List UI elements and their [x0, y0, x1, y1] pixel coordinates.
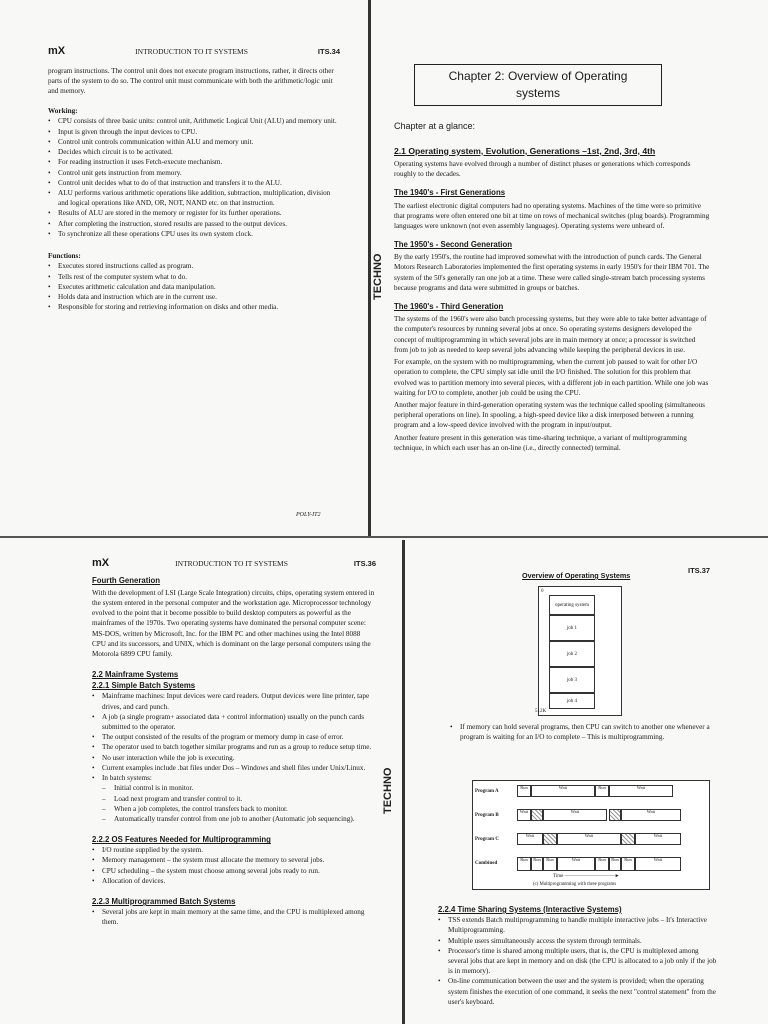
page-its34 [48, 44, 340, 312]
page-header [92, 556, 376, 572]
techno-watermark-bottom: TECHNO [382, 767, 394, 814]
wait-box: Wait [635, 833, 681, 845]
sub-list-item: – Automatically transfer control from one job to another (Automatic job sequencing). [92, 814, 376, 824]
list-item: • I/O routine supplied by the system. [92, 845, 376, 855]
sub-list-item: – When a job completes, the control transfers back to monitor. [92, 804, 376, 814]
gen3-para-3: Another major feature in third-generation operating system was the technique called spooling (simultaneous peripheral operations on line). In spooling, a high-speed device like a disk interposed between a running program and a low-speed device involved with the program in input/output. [394, 400, 705, 430]
list-item: • Responsible for storing and retrieving information on disks and other media. [48, 302, 340, 312]
gen4-heading: Fourth Generation [92, 575, 161, 585]
list-item: • Executes stored instructions called as program. [48, 261, 340, 271]
run-box: Run [609, 857, 621, 871]
timeline-row-label: Program A [475, 789, 499, 794]
gen4-text: With the development of LSI (Large Scale Integration) circuits, chips, operating system entered in the system entered in the personal computer and the workstation age. Microprocessor technology evolved to the point that it become possible to build desktop computers as powerful as the mainframes of the 1970s. Two operating systems have dominated the personal computer scene: MS-DOS, written by Microsoft, Inc. for the IBM PC and other machines using the Intel 8088 CPU and its successors, and UNIX, which is dominant on the large personal computers using the Motorola 6899 CPU family. [92, 588, 375, 658]
run-box [543, 833, 557, 845]
features-list [92, 845, 376, 886]
sub-list-item: – Load next program and transfer control to it. [92, 794, 376, 804]
overview-heading: Overview of Operating Systems [522, 571, 631, 580]
timeline-caption: (c) Multiprogramming with three programs [533, 882, 617, 887]
list-item: • Multiple users simultaneously access the system through terminals. [438, 936, 718, 946]
list-item: • Allocation of devices. [92, 876, 376, 886]
list-item: • TSS extends Batch multiprogramming to handle multiple interactive jobs – It's Interactive Multiprogramming. [438, 915, 718, 935]
gen3-para-4: Another feature present in this generation was time-sharing technique, a variant of multiprogramming technique, in which each user has an on-line (i.e., directly connected) terminal. [394, 433, 687, 452]
wait-box: Wait [517, 809, 531, 821]
header-title: INTRODUCTION TO IT SYSTEMS [175, 559, 288, 568]
section-2-2-2-heading: 2.2.2 OS Features Needed for Multiprogramming [92, 835, 271, 845]
timeline-row-label: Combined [475, 861, 498, 866]
run-box: Run [517, 785, 531, 797]
page-its36 [92, 556, 376, 928]
page-code: ITS.36 [353, 559, 376, 568]
gen3-heading: The 1960's - Third Generation [394, 302, 504, 312]
run-box: Run [531, 857, 543, 871]
list-item: • Current examples include .bat files under Dos – Windows and shell files under Unix/Linux. [92, 763, 376, 773]
memory-cell: job 4 [549, 693, 595, 709]
multi-list [92, 907, 376, 927]
sub-list-item: – Initial control is in monitor. [92, 783, 376, 793]
gen3-para-1: The systems of the 1960's were also batch processing systems, but they were able to take better advantage of the computer's resources by running several jobs at once. So operating systems designers developed the concept of multiprogramming in which several jobs are in main memory at once; a processor is switched from job to job as needed to keep several jobs advancing while keeping the peripheral devices in use. [394, 315, 707, 354]
intro-paragraph: program instructions. The control unit does not execute program instructions, rather, it directs other parts of the system to do so. The control unit must communicate with both the arithmetic/logic unit and memory. [48, 66, 334, 96]
list-item: • Mainframe machines: Input devices were card readers. Output devices were line printer, tape drives, and card punch. [92, 691, 376, 711]
gen3-para-2: For example, on the system with no multiprogramming, when the current job paused to wait for other I/O operation to complete, the CPU simply sat idle until the I/O finished. The solution for this problem that evolved was to partition memory into several pieces, with a different job in each partition. While one job was waiting for I/O to complete, another job could be using the CPU. [394, 358, 709, 397]
list-item: • CPU consists of three basic units: control unit, Arithmetic Logical Unit (ALU) and memory unit. [48, 116, 340, 126]
page-its37-lower [438, 904, 718, 1007]
list-item: • Results of ALU are stored in the memory or register for its further operations. [48, 208, 340, 218]
working-list [48, 116, 340, 239]
memory-top-label: 0 [541, 589, 544, 594]
working-heading: Working: [48, 107, 78, 116]
memory-cell: job 1 [549, 615, 595, 641]
time-label: Time [553, 874, 564, 879]
list-item: • After completing the instruction, stored results are passed to the output devices. [48, 219, 340, 229]
section-2-1-heading: 2.1 Operating system, Evolution, Generations –1st, 2nd, 3rd, 4th [394, 145, 656, 156]
run-box [531, 809, 543, 821]
list-item: • On-line communication between the user and the system is provided; when the operating system finishes the execution of one command, it seeks the next "control statement" from the user's keyboard. [438, 976, 718, 1007]
list-item: • Executes arithmetic calculation and data manipulation. [48, 282, 340, 292]
wait-box: Wait [621, 809, 681, 821]
functions-list [48, 261, 340, 312]
list-item: • Control unit controls communication within ALU and memory unit. [48, 137, 340, 147]
memory-cell: job 2 [549, 641, 595, 667]
run-box: Run [621, 857, 635, 871]
wait-box: Wait [531, 785, 595, 797]
batch-list [92, 691, 376, 824]
memory-layout-diagram [535, 586, 622, 716]
section-2-2-heading: 2.2 Mainframe Systems [92, 670, 179, 680]
functions-heading: Functions: [48, 252, 81, 261]
timeline-row-label: Program B [475, 813, 499, 818]
memory-bottom-label: 512K [535, 709, 547, 714]
footer-mark: POLY-IT2 [296, 512, 321, 518]
run-box: Run [543, 857, 557, 871]
list-item: • No user interaction while the job is executing. [92, 753, 376, 763]
page-its35 [394, 64, 710, 453]
list-item: • Control unit decides what to do of that instruction and transfers it to the ALU. [48, 178, 340, 188]
list-item: • Input is given through the input devices to CPU. [48, 127, 340, 137]
run-box [609, 809, 621, 821]
page-header [48, 44, 340, 60]
gen1-text: The earliest electronic digital computers had no operating systems. Machines of the time were so primitive that programs were often entered one bit at time on rows of mechanical switches (plug boards). Programming languages were unknown (not even assembly languages). Operating systems were unheard of. [394, 201, 710, 230]
list-item: • ALU performs various arithmetic operations like addition, subtraction, multiplication, division and logical operations like AND, OR, NOT, NAND etc. on that instruction. [48, 188, 340, 208]
list-item: • Tells rest of the computer system what to do. [48, 272, 340, 282]
section-2-2-3-heading: 2.2.3 Multiprogrammed Batch Systems [92, 897, 236, 907]
timesharing-list [438, 915, 718, 1007]
wait-box: Wait [543, 809, 607, 821]
list-item: • Memory management – the system must allocate the memory to several jobs. [92, 855, 376, 865]
page-code: ITS.34 [317, 47, 340, 56]
page-code: ITS.37 [688, 566, 711, 575]
run-box: Run [595, 785, 609, 797]
gen2-heading: The 1950's - Second Generation [394, 240, 512, 250]
list-item: • Several jobs are kept in main memory at the same time, and the CPU is multiplexed among them. [92, 907, 376, 927]
section-2-2-1-heading: 2.2.1 Simple Batch Systems [92, 681, 196, 691]
run-box: Run [595, 857, 609, 871]
list-item: • The output consisted of the results of the program or memory dump in case of error. [92, 732, 376, 742]
run-box: Run [517, 857, 531, 871]
gen2-text: By the early 1950's, the routine had improved somewhat with the introduction of punch cards. The General Motors Research Laboratories implemented the first operating systems in early 1950's for their IBM 701. The system of the 50's generally ran one job at a time. These were called single-stream batch processing systems because programs and data were submitted in groups or batches. [394, 253, 710, 292]
wait-box: Wait [635, 857, 681, 871]
time-axis-label: Time ——————————► [553, 874, 620, 879]
list-item: • CPU scheduling – the system must choose among several jobs ready to run. [92, 866, 376, 876]
multiprogramming-text [450, 722, 716, 742]
wait-box: Wait [609, 785, 673, 797]
gen1-heading: The 1940's - First Generations [394, 188, 506, 198]
wait-box: Wait [557, 857, 595, 871]
list-item: • Holds data and instruction which are in the current use. [48, 292, 340, 302]
page-fold-line [0, 536, 768, 538]
memory-cell: operating system [549, 595, 595, 615]
memory-cell: job 3 [549, 667, 595, 693]
publisher-logo: mX [48, 45, 66, 57]
list-item: • To synchronize all these operations CPU uses its own system clock. [48, 229, 340, 239]
list-item: • For reading instruction it uses Fetch-execute mechanism. [48, 157, 340, 167]
list-item: • Processor's time is shared among multiple users, that is, the CPU is multiplexed among several jobs that are kept in memory and on disk (the CPU is allocated to a job only if the job is in memory). [438, 946, 718, 977]
section-2-1-text: Operating systems have evolved through a number of distinct phases or generations which corresponds roughly to the decades. [394, 160, 691, 179]
list-item: • The operator used to batch together similar programs and run as a group to reduce setup time. [92, 742, 376, 752]
publisher-logo: mX [92, 557, 110, 569]
list-item: • A job (a single program+ associated data + control information) usually on the punch cards submitted to the operator. [92, 712, 376, 732]
wait-box: Wait [517, 833, 543, 845]
list-item: • Decides which circuit is to be activated. [48, 147, 340, 157]
binding-line-top [368, 0, 371, 536]
binding-line-bottom [402, 540, 405, 1024]
chapter-glance-heading: Chapter at a glance: [394, 121, 476, 132]
section-2-2-4-heading: 2.2.4 Time Sharing Systems (Interactive Systems) [438, 905, 622, 914]
multiprogramming-timeline [472, 780, 710, 890]
timeline-row-label: Program C [475, 837, 499, 842]
header-title: INTRODUCTION TO IT SYSTEMS [135, 47, 248, 56]
wait-box: Wait [557, 833, 621, 845]
run-box [621, 833, 635, 845]
chapter-title: Chapter 2: Overview of Operating systems [414, 64, 662, 106]
list-item: • If memory can hold several programs, then CPU can switch to another one whenever a program is waiting for an I/O to complete – This is multiprogramming. [450, 722, 716, 742]
list-item: • In batch systems: [92, 773, 376, 783]
techno-watermark-top: TECHNO [372, 253, 384, 300]
list-item: • Control unit gets instruction from memory. [48, 168, 340, 178]
